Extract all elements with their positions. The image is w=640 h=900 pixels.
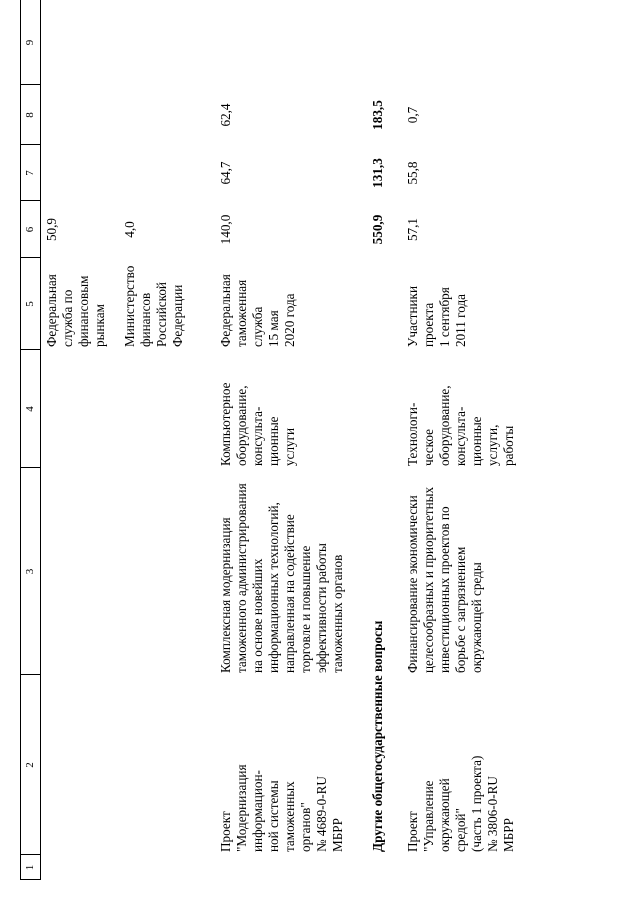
section-title: Другие общегосударственные вопросы (370, 620, 385, 852)
header-col-5: 5 (24, 301, 36, 307)
row2-col5: Министерство финансов Российской Федерации (122, 265, 185, 347)
row5-col3: Финансирование экономически целесообразных и приоритетных инвестиционных проектов по борьбе с загрязнением окружающей среды (405, 486, 484, 673)
header-col-8: 8 (24, 112, 36, 118)
header-col-1: 1 (24, 864, 36, 871)
header-col-2: 2 (24, 762, 36, 768)
section-col8: 183,5 (370, 100, 385, 130)
row5-col6: 57,1 (405, 217, 420, 242)
header-col-4: 4 (24, 406, 36, 412)
row5-col4: Технологи- ческое оборудование, консульта- ционные услуги, работы (405, 385, 516, 466)
row2-col6: 4,0 (122, 221, 137, 238)
row3-col5: Федеральная таможенная служба 15 мая 2020 года (218, 274, 297, 347)
row3-col6: 140,0 (218, 214, 233, 245)
row3-col4: Компьютерное оборудование, консульта- ционные услуги (218, 382, 297, 466)
rotated-table (20, 0, 620, 880)
row3-col3: Комплексная модернизация таможенного администрирования на основе новейших информационных технологий, направленная на содействие торговле и повышение эффективности работы таможенных органов (218, 483, 345, 673)
row3-col8: 62,4 (218, 103, 233, 127)
row1-col6: 50,9 (44, 217, 59, 242)
row5-col2: Проект "Управление окружающей средой" (часть 1 проекта) № 3806-0-RU МБРР (405, 755, 516, 852)
row3-col2: Проект "Модернизация информацион- ной системы таможенных органов" № 4689-0-RU МБРР (218, 764, 345, 852)
row3-col7: 64,7 (218, 161, 233, 185)
section-col7: 131,3 (370, 158, 385, 188)
table-header (20, 0, 41, 880)
header-col-7: 7 (24, 170, 36, 176)
section-col6: 550,9 (370, 214, 385, 245)
row5-col7: 55,8 (405, 161, 420, 185)
header-col-9: 9 (24, 39, 36, 46)
row5-col5: Участники проекта 1 сентября 2011 года (405, 285, 468, 347)
row1-col5: Федеральная служба по финансовым рынкам (44, 274, 107, 347)
header-col-3: 3 (24, 568, 36, 575)
row5-col8: 0,7 (405, 106, 420, 124)
header-col-6: 6 (24, 226, 36, 233)
